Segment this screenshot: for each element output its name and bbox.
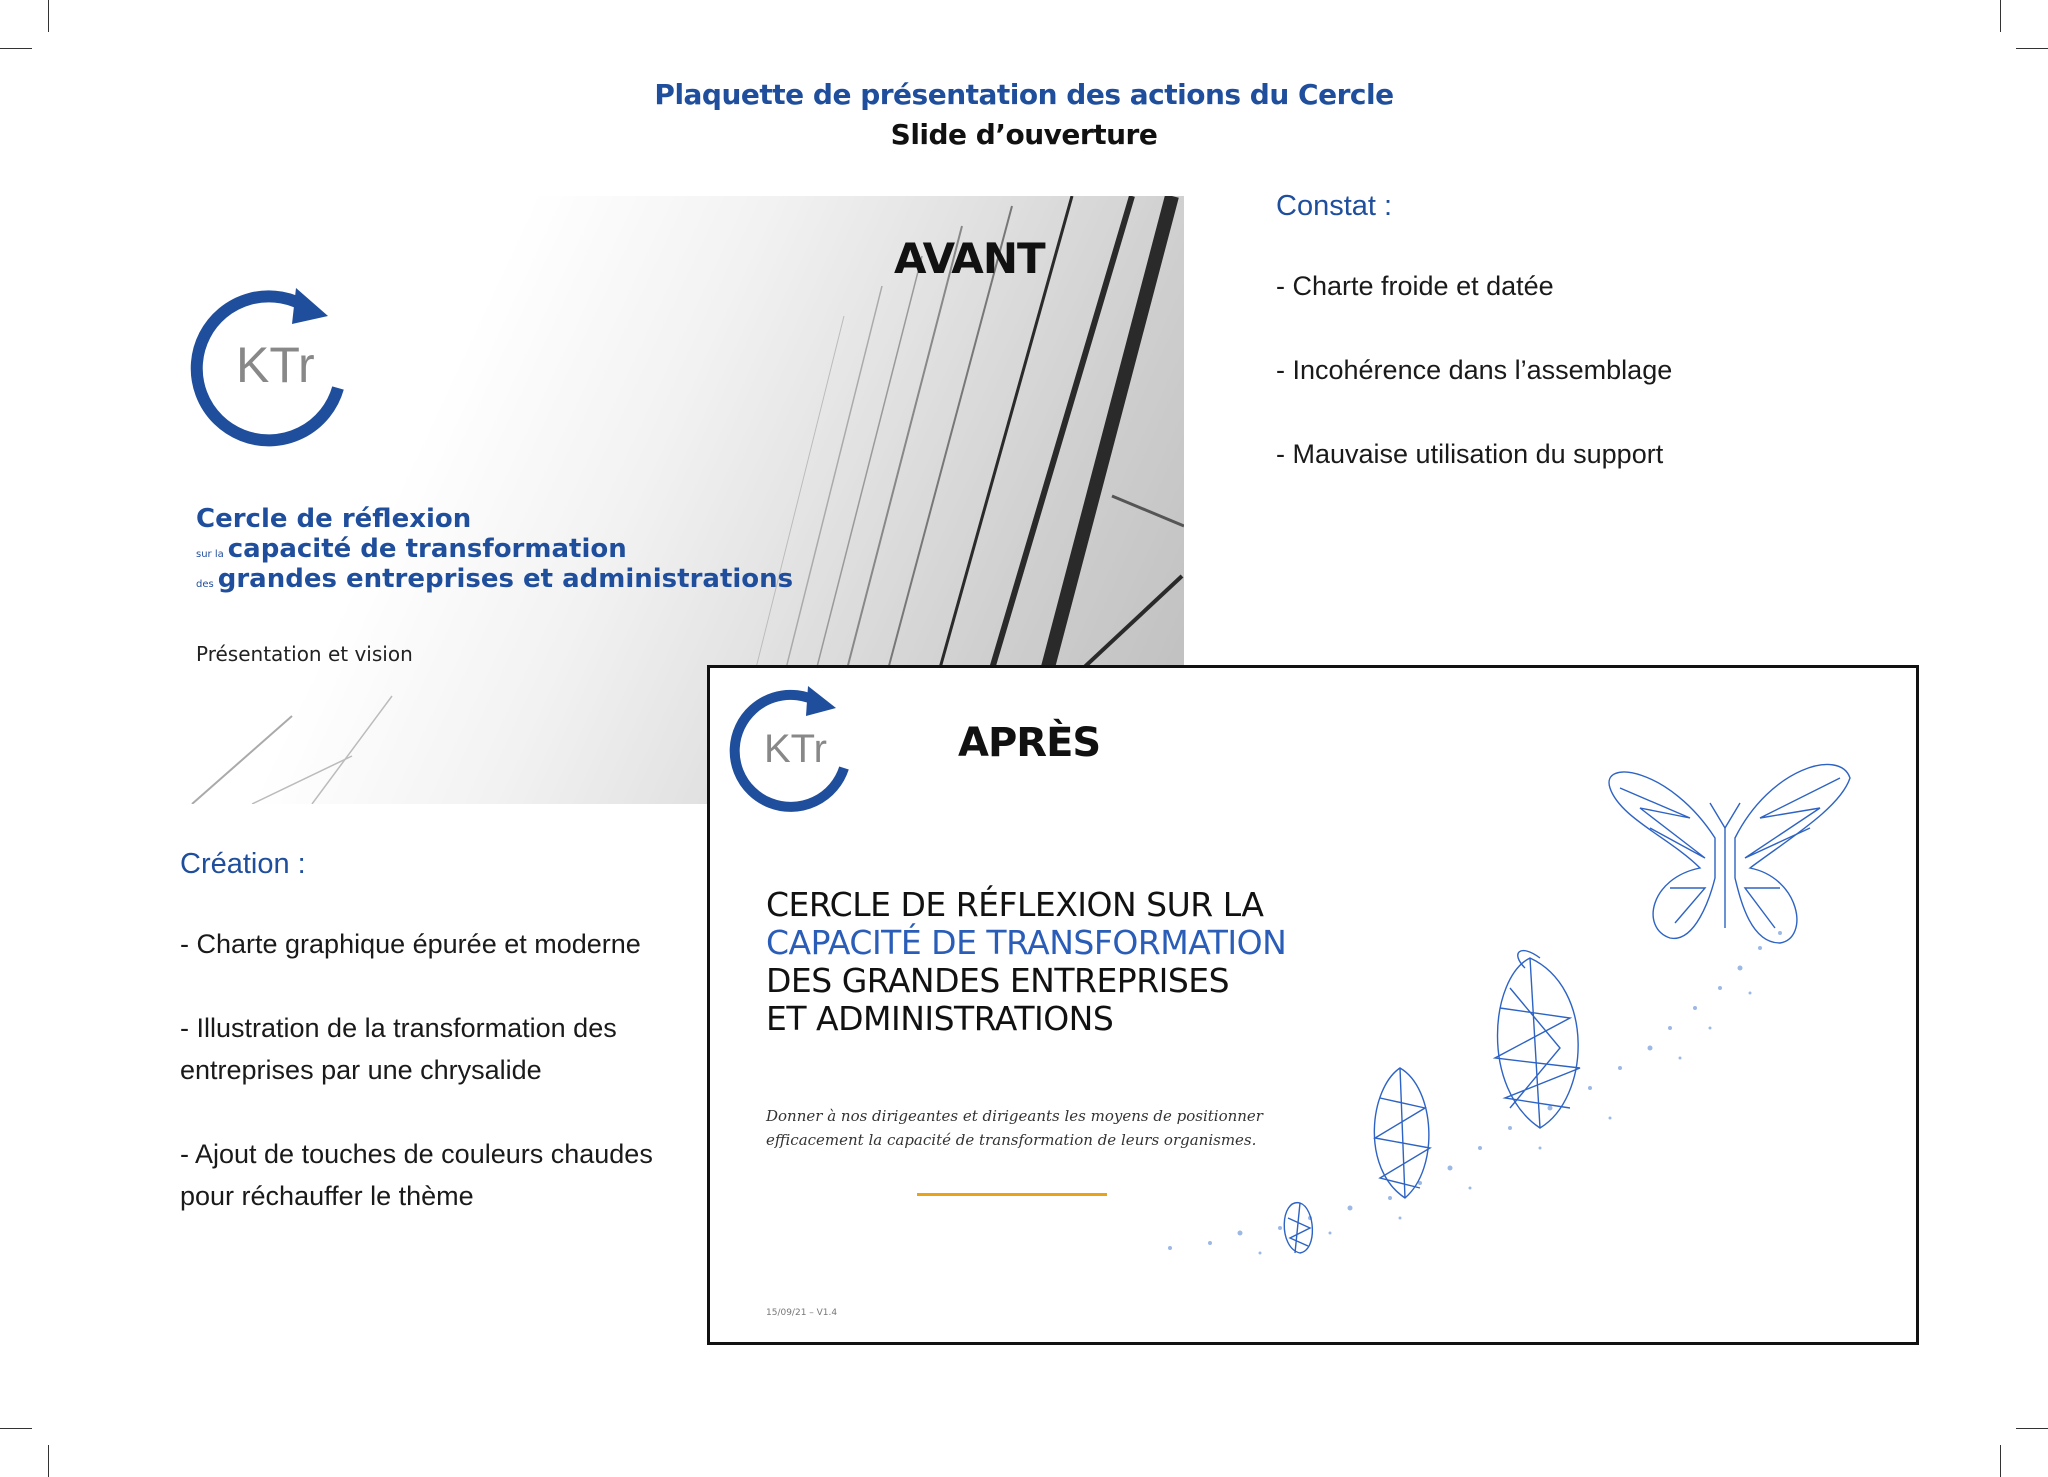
crop-mark bbox=[0, 1428, 32, 1429]
logo-text: KTr bbox=[236, 337, 315, 393]
crop-mark bbox=[2016, 1428, 2048, 1429]
particle-dots bbox=[1168, 931, 1782, 1255]
before-line-2-text: capacité de transformation bbox=[227, 534, 627, 564]
after-title-line-1: CERCLE DE RÉFLEXION SUR LA bbox=[766, 885, 1264, 924]
logo-text: KTr bbox=[764, 727, 827, 771]
accent-bar bbox=[917, 1193, 1107, 1196]
after-title-line-4: ET ADMINISTRATIONS bbox=[766, 999, 1114, 1038]
after-title-line-2: CAPACITÉ DE TRANSFORMATION bbox=[766, 923, 1287, 962]
page-title: Plaquette de présentation des actions du Cercle bbox=[654, 78, 1394, 111]
ktr-logo bbox=[726, 680, 860, 814]
after-title-line-3: DES GRANDES ENTREPRISES bbox=[766, 961, 1230, 1000]
creation-notes bbox=[180, 848, 680, 1259]
after-subtitle-line-1: Donner à nos dirigeantes et dirigeants les moyens de positionner bbox=[766, 1107, 1263, 1125]
before-line-1: Cercle de réflexion bbox=[196, 504, 472, 534]
slide-after bbox=[707, 665, 1919, 1345]
list-item: - Charte graphique épurée et moderne bbox=[180, 929, 641, 959]
crop-mark bbox=[2016, 48, 2048, 49]
crop-mark bbox=[48, 0, 49, 32]
before-presentation: Présentation et vision bbox=[196, 642, 413, 666]
before-line-2 bbox=[196, 534, 627, 564]
before-line-2-prefix: sur la bbox=[196, 549, 224, 560]
list-item: - Incohérence dans l’assemblage bbox=[1276, 355, 1673, 385]
list-item: - Ajout de touches de couleurs chaudes pour réchauffer le thème bbox=[180, 1139, 653, 1211]
list-item: - Illustration de la transformation des entreprises par une chrysalide bbox=[180, 1013, 617, 1085]
crop-mark bbox=[2000, 1445, 2001, 1477]
chrysalis-large bbox=[1495, 951, 1580, 1128]
before-label: AVANT bbox=[894, 234, 1045, 283]
crop-mark bbox=[0, 48, 32, 49]
creation-heading: Création : bbox=[180, 848, 306, 880]
ktr-logo bbox=[188, 278, 358, 448]
before-line-3 bbox=[196, 564, 793, 594]
page-subtitle: Slide d’ouverture bbox=[890, 118, 1158, 151]
list-item: - Charte froide et datée bbox=[1276, 271, 1554, 301]
list-item: - Mauvaise utilisation du support bbox=[1276, 439, 1664, 469]
after-label: APRÈS bbox=[958, 720, 1101, 766]
after-subtitle-line-2: efficacement la capacité de transformation de leurs organismes. bbox=[766, 1131, 1257, 1149]
before-line-3-prefix: des bbox=[196, 579, 214, 590]
findings-notes bbox=[1276, 190, 1796, 517]
findings-heading: Constat : bbox=[1276, 190, 1393, 222]
version-text: 15/09/21 – V1.4 bbox=[766, 1308, 838, 1318]
chrysalis-medium bbox=[1374, 1068, 1430, 1198]
chrysalis-small bbox=[1284, 1203, 1312, 1253]
butterfly bbox=[1609, 765, 1850, 944]
crop-mark bbox=[2000, 0, 2001, 32]
chrysalis-butterfly-illustration bbox=[1150, 728, 1916, 1338]
crop-mark bbox=[48, 1445, 49, 1477]
before-line-3-text: grandes entreprises et administrations bbox=[217, 564, 794, 594]
